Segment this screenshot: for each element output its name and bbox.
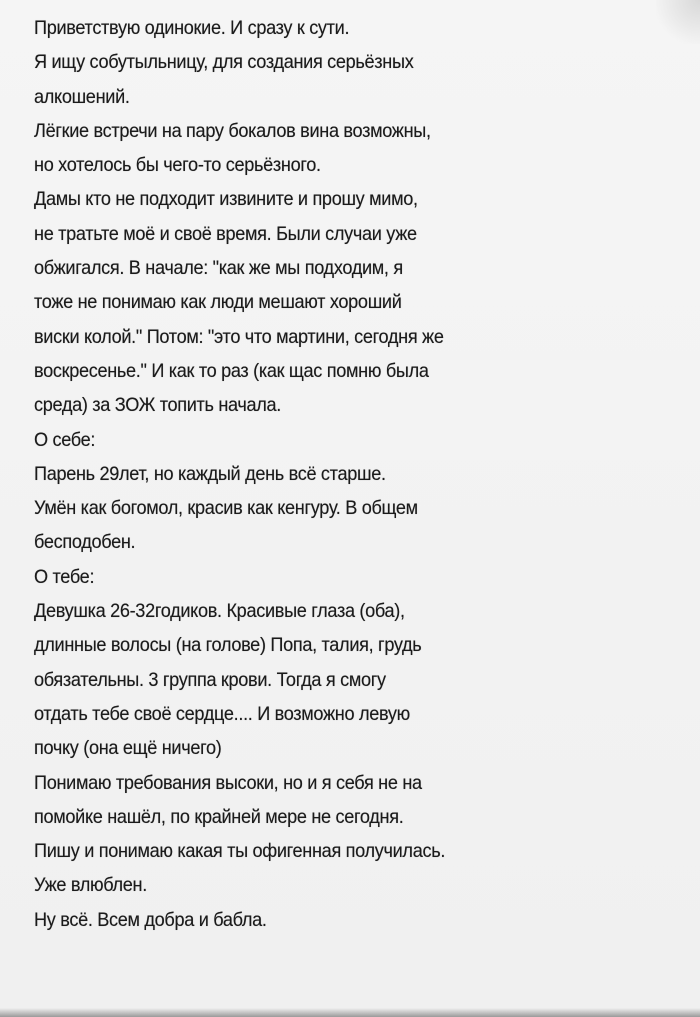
post-text bbox=[34, 11, 635, 937]
post-line: Умён как богомол, красив как кенгуру. В общем bbox=[34, 497, 418, 520]
section-heading-about-me: О себе: bbox=[34, 428, 96, 451]
bottom-edge-shadow bbox=[0, 1008, 700, 1017]
post-line: Пишу и понимаю какая ты офигенная получилась. bbox=[34, 840, 446, 863]
post-line: тоже не понимаю как люди мешают хороший bbox=[34, 291, 402, 314]
post-line: Приветствую одинокие. И сразу к сути. bbox=[34, 17, 350, 39]
post-line: Понимаю требования высоки, но и я себя не на bbox=[34, 771, 422, 794]
post-line: среда) за ЗОЖ топить начала. bbox=[34, 394, 282, 417]
post-line: алкошений. bbox=[34, 85, 130, 108]
post-line: воскресенье." И как то раз (как щас помню была bbox=[34, 359, 429, 382]
post-line: почку (она ещё ничего) bbox=[34, 737, 222, 760]
post-line: отдать тебе своё сердце.... И возможно левую bbox=[34, 702, 410, 725]
post-line: не тратьте моё и своё время. Были случаи уже bbox=[34, 222, 417, 245]
post-line: обязательны. 3 группа крови. Тогда я смогу bbox=[34, 668, 386, 691]
post-closing-line: Ну всё. Всем добра и бабла. bbox=[34, 908, 267, 931]
post-line: помойке нашёл, по крайней мере не сегодня. bbox=[34, 805, 404, 828]
post-line: Дамы кто не подходит извините и прошу мимо, bbox=[34, 188, 418, 211]
post-line: Лёгкие встречи на пару бокалов вина возможны, bbox=[34, 119, 431, 142]
post-line: Я ищу собутыльницу, для создания серьёзных bbox=[34, 51, 414, 74]
post-line: Уже влюблен. bbox=[34, 874, 147, 897]
section-heading-about-you: О тебе: bbox=[34, 565, 95, 588]
post-line: бесподобен. bbox=[34, 531, 136, 554]
corner-shadow bbox=[656, 0, 700, 44]
post-line: Девушка 26-32годиков. Красивые глаза (оба), bbox=[34, 600, 405, 623]
post-line: виски колой." Потом: "это что мартини, сегодня же bbox=[34, 325, 444, 348]
post-line: но хотелось бы чего-то серьёзного. bbox=[34, 154, 321, 177]
post-line: Парень 29лет, но каждый день всё старше. bbox=[34, 462, 386, 485]
post-line: обжигался. В начале: "как же мы подходим, я bbox=[34, 257, 403, 280]
post-line: длинные волосы (на голове) Попа, талия, грудь bbox=[34, 634, 422, 657]
